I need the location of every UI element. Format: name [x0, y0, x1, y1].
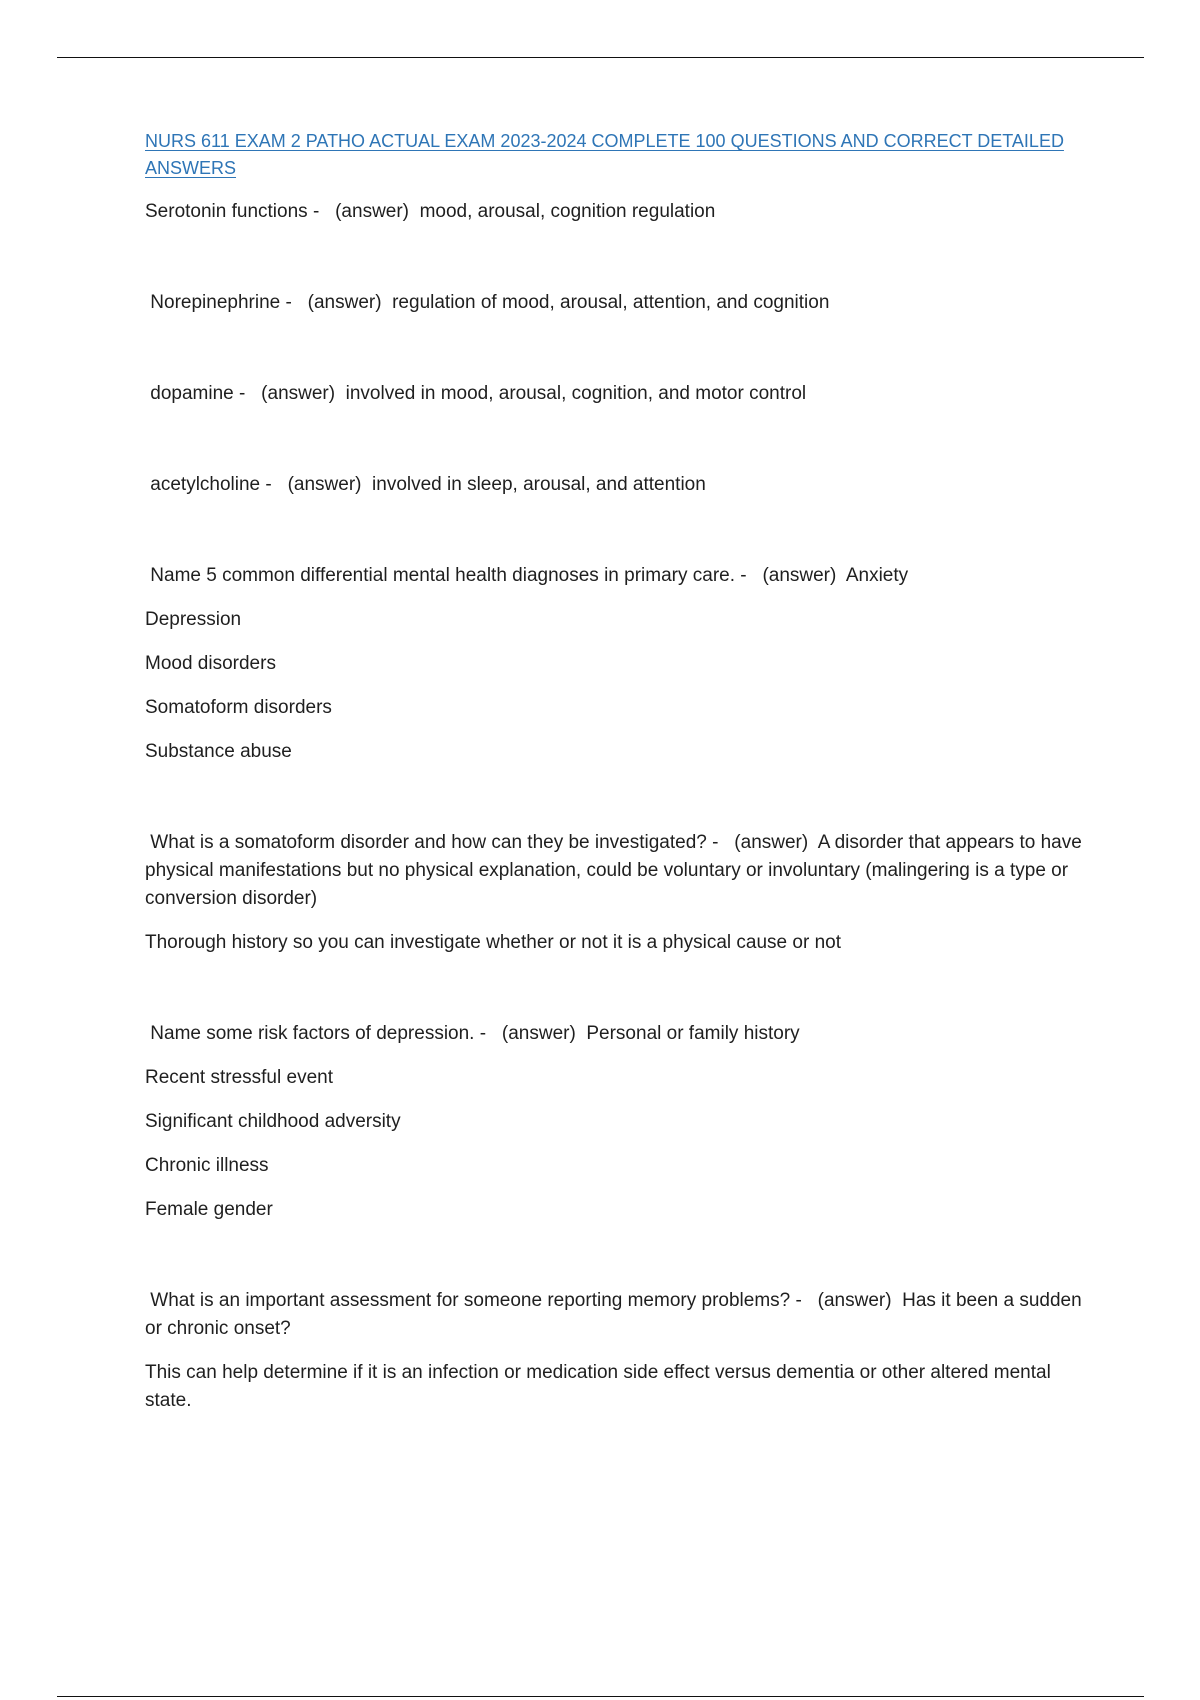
qa-question: What is a somatoform disorder and how can they be investigated? - (answer) A disorder that appears to have physical manifestations but no physical explanation, could be voluntary or involuntary (malingering is a type or conversion disorder): [145, 832, 1088, 909]
qa-list: [145, 198, 1088, 1415]
qa-answer-line: Depression: [145, 609, 242, 630]
qa-answer-line: Mood disorders: [145, 653, 276, 674]
qa-entry-memory-assessment: [145, 1287, 1085, 1415]
qa-answer-line: Thorough history so you can investigate whether or not it is a physical cause or not: [145, 932, 841, 953]
qa-answer-line: Chronic illness: [145, 1155, 269, 1176]
qa-answer-line: This can help determine if it is an infection or medication side effect versus dementia or other altered mental state.: [145, 1362, 1057, 1411]
qa-question: acetylcholine - (answer) involved in sleep, arousal, and attention: [145, 474, 706, 495]
qa-question: dopamine - (answer) involved in mood, arousal, cognition, and motor control: [145, 383, 807, 404]
qa-question: Name some risk factors of depression. - (answer) Personal or family history: [145, 1023, 800, 1044]
qa-entry-depression-risk: [145, 1020, 1085, 1224]
document-title[interactable]: [145, 128, 1085, 182]
top-rule: [57, 57, 1144, 58]
qa-question: Name 5 common differential mental health diagnoses in primary care. - (answer) Anxiety: [145, 565, 909, 586]
qa-answer-line: Recent stressful event: [145, 1067, 333, 1088]
qa-question: Serotonin functions - (answer) mood, arousal, cognition regulation: [145, 201, 716, 222]
qa-entry-somatoform: [145, 829, 1088, 957]
qa-answer-line: Somatoform disorders: [145, 697, 332, 718]
qa-entry-dopamine: [145, 380, 1085, 408]
qa-entry-acetylcholine: [145, 471, 1085, 499]
qa-entry-norepinephrine: [145, 289, 1085, 317]
qa-answer-line: Substance abuse: [145, 741, 292, 762]
qa-answer-line: Female gender: [145, 1199, 273, 1220]
qa-entry-differential-diagnoses: [145, 562, 1085, 766]
qa-question: Norepinephrine - (answer) regulation of mood, arousal, attention, and cognition: [145, 292, 830, 313]
qa-question: What is an important assessment for someone reporting memory problems? - (answer) Has it been a sudden or chronic onset?: [145, 1290, 1087, 1339]
bottom-rule: [57, 1696, 1144, 1697]
document-title-link[interactable]: NURS 611 EXAM 2 PATHO ACTUAL EXAM 2023-2024 COMPLETE 100 QUESTIONS AND CORRECT DETAILED ANSWERS: [145, 131, 1064, 178]
qa-entry-serotonin: [145, 198, 1085, 226]
qa-answer-line: Significant childhood adversity: [145, 1111, 401, 1132]
document-body: [145, 128, 1088, 1415]
